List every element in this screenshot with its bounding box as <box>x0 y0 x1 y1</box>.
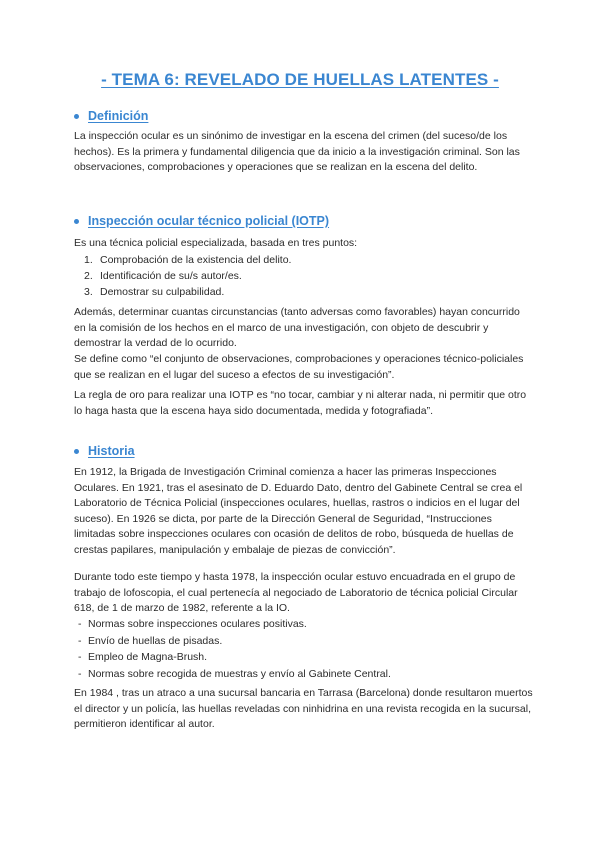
definicion-paragraph: La inspección ocular es un sinónimo de investigar en la escena del crimen (del suceso/de los hechos). Es la primera y fundamental diligencia que da inicio a la investigación criminal. Son las observaciones, comprobaciones y operaciones que se realizan en la escena del delito. <box>74 130 520 173</box>
list-item: 2. Identificación de su/s autor/es. <box>84 270 242 282</box>
historia-dash-list <box>78 616 518 682</box>
bullet-icon <box>74 219 79 224</box>
iotp-paragraph-3: Se define como “el conjunto de observaciones, comprobaciones y operaciones técnico-policiales que se realizan en el lugar del suceso a efectos de su investigación”. <box>74 353 524 381</box>
historia-paragraph-3: En 1984 , tras un atraco a una sucursal bancaria en Tarrasa (Barcelona) donde resultaron muertos el director y un policía, las huellas reveladas con ninhidrina en una revista recogida en la sucursal, permitieron identificar al autor. <box>74 687 533 730</box>
iotp-paragraph-2: Además, determinar cuantas circunstancias (tanto adversas como favorables) hayan concurrido en la comisión de los hechos en el marco de una investigación, con objeto de descubrir y demostrar la verdad de lo ocurrido. <box>74 306 520 349</box>
list-item: - Normas sobre inspecciones oculares positivas. <box>78 618 307 630</box>
page-title: - TEMA 6: REVELADO DE HUELLAS LATENTES - <box>101 70 499 89</box>
section-heading-iotp <box>74 214 329 228</box>
section-heading-text: Definición <box>88 109 149 123</box>
iotp-numbered-list <box>84 252 524 300</box>
section-heading-text: Historia <box>88 444 135 458</box>
bullet-icon <box>74 114 79 119</box>
section-heading-text: Inspección ocular técnico policial (IOTP) <box>88 214 330 228</box>
historia-paragraph-1: En 1912, la Brigada de Investigación Criminal comienza a hacer las primeras Inspecciones Oculares. En 1921, tras el asesinato de D. Eduardo Dato, dentro del Gabinete Central se crea el Laboratorio de Técnica Policial (inspecciones oculares, huellas, rastros o indicios en el lugar del suceso). En 1926 se dicta, por parte de la Dirección General de Seguridad, “Instrucciones limitadas sobre inspecciones oculares con ocasión de delitos de robo, búsqueda de huellas de crestas papilares, manipulación y embalaje de piezas de convicción”. <box>74 466 523 556</box>
iotp-intro: Es una técnica policial especializada, basada en tres puntos: <box>74 237 358 249</box>
iotp-paragraph-4: La regla de oro para realizar una IOTP es “no tocar, cambiar y ni alterar nada, ni permitir que otro lo haga hasta que la escena haya sido documentada, medida y fotografiada”. <box>74 389 527 417</box>
list-item: 3. Demostrar su culpabilidad. <box>84 286 225 298</box>
list-item: - Envío de huellas de pisadas. <box>78 634 223 647</box>
list-item: - Normas sobre recogida de muestras y envío al Gabinete Central. <box>78 667 391 680</box>
historia-paragraph-2: Durante todo este tiempo y hasta 1978, la inspección ocular estuvo encuadrada en el grupo de trabajo de lofoscopia, el cual pertenecía al negociado de Laboratorio de técnica policial Circular 618, de 1 de marzo de 1982, referente a la IO. <box>74 571 518 614</box>
section-heading-historia <box>74 444 135 458</box>
list-item: - Empleo de Magna-Brush. <box>78 651 208 663</box>
list-item: 1. Comprobación de la existencia del delito. <box>84 254 292 266</box>
section-heading-definicion <box>74 109 148 123</box>
bullet-icon <box>74 449 79 454</box>
